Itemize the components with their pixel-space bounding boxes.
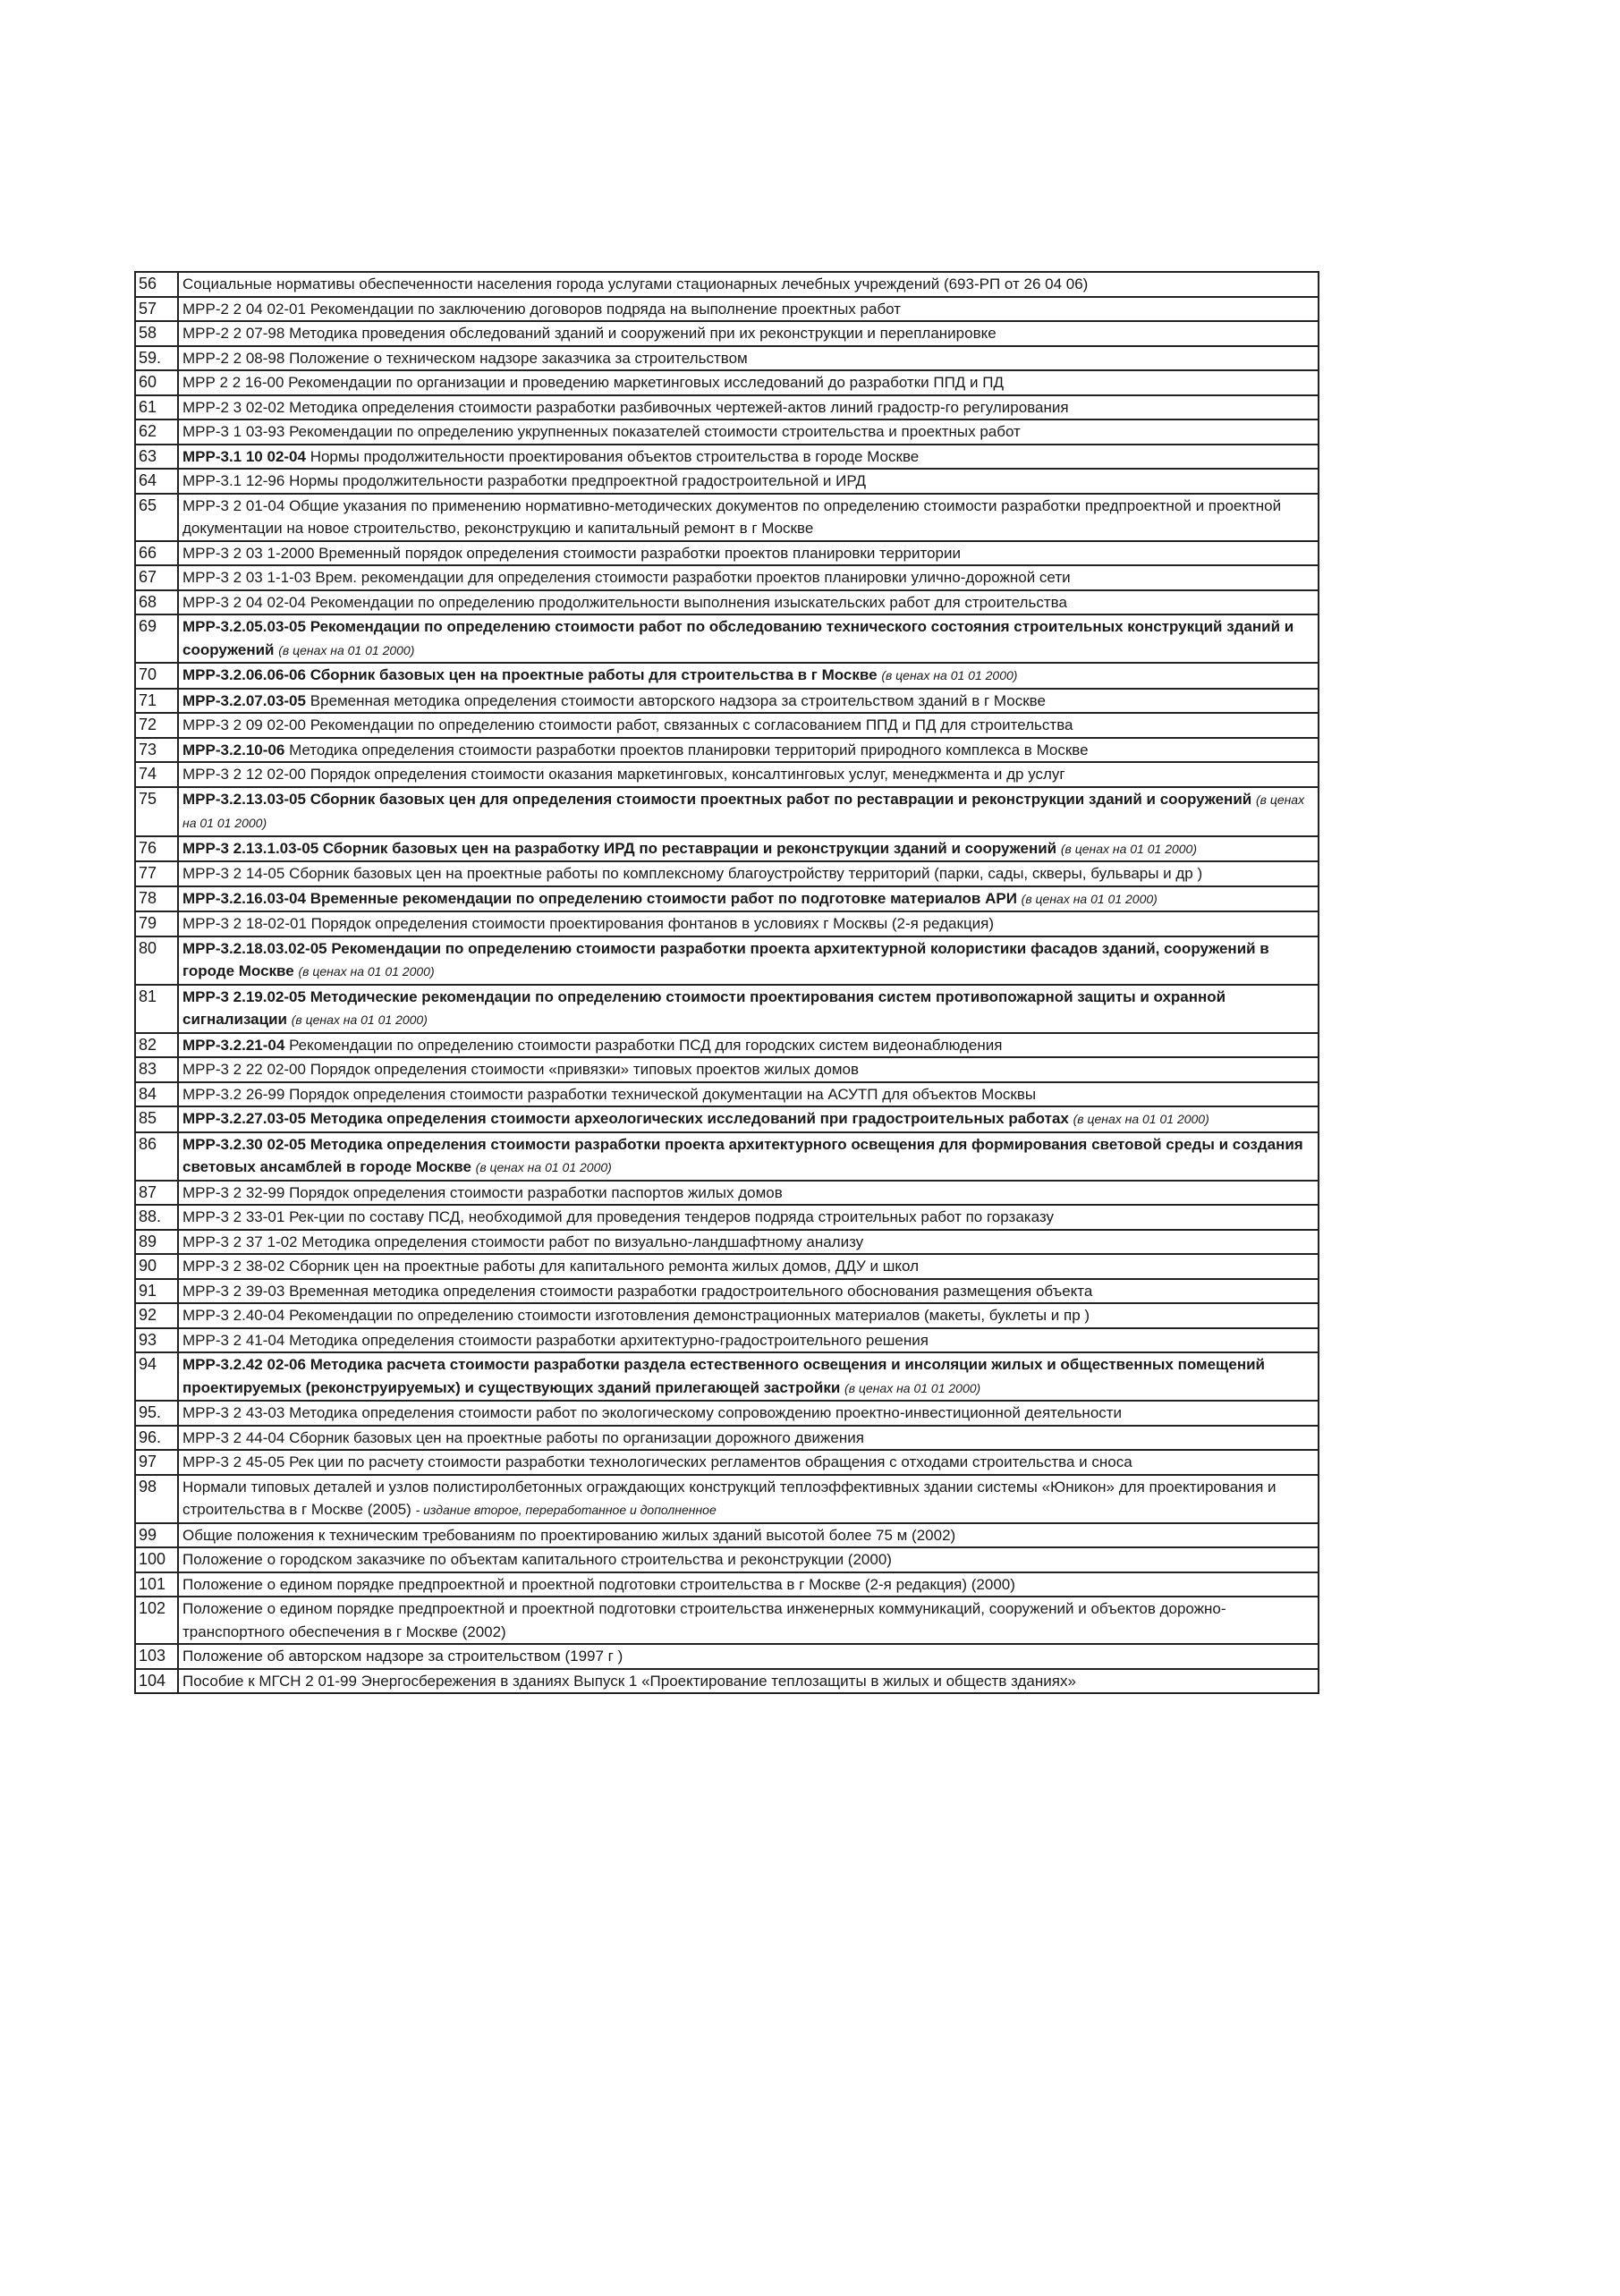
row-description xyxy=(178,419,1319,445)
price-basis-note: (в ценах на 01 01 2000) xyxy=(1021,891,1158,906)
table-row xyxy=(135,1328,1319,1353)
document-title: Методика проведения обследований зданий и сооружений при их реконструкции и перепланировке xyxy=(284,325,997,342)
row-description xyxy=(178,494,1319,541)
table-row xyxy=(135,762,1319,787)
table-row xyxy=(135,1669,1319,1694)
document-code: МРР-3.2.16.03-04 xyxy=(182,889,306,907)
row-number: 96. xyxy=(135,1426,178,1451)
document-code: МРР-3.2.27.03-05 xyxy=(182,1110,306,1127)
document-code: МРР-3 2 44-04 xyxy=(182,1428,285,1446)
document-title: Порядок определения стоимости разработки паспортов жилых домов xyxy=(284,1183,783,1201)
document-title: Рекомендации по организации и проведению маркетинговых исследований до разработки ППД и ПД xyxy=(284,374,1004,391)
row-description xyxy=(178,1106,1319,1132)
row-description xyxy=(178,1669,1319,1694)
row-description xyxy=(178,836,1319,862)
row-number: 64 xyxy=(135,469,178,494)
row-description xyxy=(178,689,1319,714)
row-description xyxy=(178,1132,1319,1181)
table-row xyxy=(135,1132,1319,1181)
table-row xyxy=(135,836,1319,862)
row-number: 79 xyxy=(135,911,178,936)
row-description xyxy=(178,1644,1319,1669)
row-description xyxy=(178,1426,1319,1451)
document-title: Нормы продолжительности проектирования объектов строительства в городе Москве xyxy=(305,447,920,465)
row-description xyxy=(178,1475,1319,1523)
table-row xyxy=(135,321,1319,346)
document-code: МРР-3 1 03-93 xyxy=(182,423,285,440)
document-title: Методика определения стоимости работ по экологическому сопровождению проектно-инвестиционной деятельности xyxy=(284,1404,1123,1421)
row-description xyxy=(178,1254,1319,1279)
row-description xyxy=(178,762,1319,787)
document-title: Положение о техническом надзоре заказчика за строительством xyxy=(284,349,748,367)
table-row xyxy=(135,1181,1319,1206)
row-description xyxy=(178,1450,1319,1475)
document-title: Методика определения стоимости разработки разбивочных чертежей-актов линий градостр-го регулирования xyxy=(284,398,1069,416)
document-title: Рекомендации по определению стоимости разработки ПСД для городских систем видеонаблюдения xyxy=(284,1036,1003,1054)
document-title: Временная методика определения стоимости разработки градостроительного обоснования размещения объекта xyxy=(284,1282,1093,1300)
row-number: 99 xyxy=(135,1523,178,1548)
row-number: 82 xyxy=(135,1033,178,1058)
row-description xyxy=(178,1205,1319,1230)
document-code: МРР-2 2 07-98 xyxy=(182,325,285,342)
document-title: Положение о едином порядке предпроектной и проектной подготовки строительства инженерных коммуникаций, сооружений и объектов дорожно-транспортного обеспечения в г Москве (2002) xyxy=(182,1600,1226,1640)
table-row xyxy=(135,297,1319,322)
table-row xyxy=(135,272,1319,297)
row-number: 61 xyxy=(135,395,178,420)
document-title: Рек-ции по составу ПСД, необходимой для проведения тендеров подряда строительных работ по горзаказу xyxy=(284,1208,1054,1225)
document-title: Методика расчета стоимости разработки раздела естественного освещения и инсоляции жилых и общественных помещений проектируемых (реконструируемых) и существующих зданий прилегающей застройки xyxy=(182,1356,1266,1396)
row-number: 76 xyxy=(135,836,178,862)
row-number: 73 xyxy=(135,738,178,763)
row-description xyxy=(178,787,1319,836)
row-description xyxy=(178,1352,1319,1401)
document-title: Рек ции по расчету стоимости разработки технологических регламентов обращения с отходами строительства и сноса xyxy=(284,1453,1132,1470)
row-number: 56 xyxy=(135,272,178,297)
row-number: 84 xyxy=(135,1082,178,1107)
row-number: 101 xyxy=(135,1572,178,1597)
document-code: МРР-2 2 04 02-01 xyxy=(182,300,306,318)
row-number: 100 xyxy=(135,1547,178,1572)
table-row xyxy=(135,614,1319,663)
document-code: МРР-3.1 12-96 xyxy=(182,472,285,489)
document-code: МРР-3 2 38-02 xyxy=(182,1258,285,1275)
row-description xyxy=(178,395,1319,420)
document-code: МРР 2 2 16-00 xyxy=(182,374,284,391)
row-number: 85 xyxy=(135,1106,178,1132)
row-number: 58 xyxy=(135,321,178,346)
document-code: МРР-3 2 33-01 xyxy=(182,1208,285,1225)
document-code: МРР-3 2 22 02-00 xyxy=(182,1061,306,1078)
document-title: Методические рекомендации по определению стоимости проектирования систем противопожарной защиты и охранной сигнализации xyxy=(182,987,1226,1028)
row-number: 81 xyxy=(135,985,178,1033)
document-title: Общие положения к техническим требованиям по проектированию жилых зданий высотой более 75 м (2002) xyxy=(182,1526,956,1544)
document-code: МРР-3.2.30 02-05 xyxy=(182,1135,306,1153)
table-row xyxy=(135,1572,1319,1597)
document-title: Рекомендации по заключению договоров подряда на выполнение проектных работ xyxy=(305,300,902,318)
document-code: МРР-3 2 37 1-02 xyxy=(182,1233,298,1250)
document-title: Сборник базовых цен на проектные работы для строительства в г Москве xyxy=(305,666,878,683)
row-number: 95. xyxy=(135,1401,178,1426)
row-description xyxy=(178,565,1319,590)
price-basis-note: (в ценах на 01 01 2000) xyxy=(182,792,1305,830)
table-row xyxy=(135,787,1319,836)
row-description xyxy=(178,1572,1319,1597)
row-description xyxy=(178,1230,1319,1255)
table-row xyxy=(135,1597,1319,1644)
document-code: МРР-3 2 18-02-01 xyxy=(182,915,307,932)
row-number: 62 xyxy=(135,419,178,445)
row-number: 83 xyxy=(135,1057,178,1082)
row-number: 57 xyxy=(135,297,178,322)
row-number: 59. xyxy=(135,346,178,371)
table-row xyxy=(135,1279,1319,1304)
table-row xyxy=(135,1205,1319,1230)
document-code: МРР-2 3 02-02 xyxy=(182,398,285,416)
standards-table-body xyxy=(135,272,1319,1693)
document-title: Положение об авторском надзоре за строительством (1997 г ) xyxy=(182,1648,623,1665)
row-description xyxy=(178,541,1319,566)
table-row xyxy=(135,713,1319,738)
document-title: Рекомендации по определению продолжительности выполнения изыскательских работ для строительства xyxy=(305,593,1067,611)
document-title: Общие указания по применению нормативно-методических документов по определению стоимости разработки предпроектной и проектной документации на новое строительство, реконструкцию и капитальный ремонт в г Москве xyxy=(182,496,1282,537)
document-code: МРР-3 2.19.02-05 xyxy=(182,987,306,1005)
document-title: Рекомендации по определению стоимости работ, связанных с согласованием ППД и ПД для строительства xyxy=(305,716,1073,733)
table-row xyxy=(135,541,1319,566)
table-row xyxy=(135,370,1319,395)
row-description xyxy=(178,590,1319,615)
row-description xyxy=(178,713,1319,738)
document-title: Рекомендации по определению стоимости разработки проекта архитектурной колористики фасадов зданий, сооружений в городе Москве xyxy=(182,939,1269,979)
row-number: 60 xyxy=(135,370,178,395)
row-number: 80 xyxy=(135,936,178,985)
table-row xyxy=(135,469,1319,494)
table-row xyxy=(135,1303,1319,1328)
row-number: 68 xyxy=(135,590,178,615)
table-row xyxy=(135,1230,1319,1255)
row-number: 103 xyxy=(135,1644,178,1669)
document-title: Рекомендации по определению укрупненных показателей стоимости строительства и проектных работ xyxy=(284,423,1021,440)
row-number: 89 xyxy=(135,1230,178,1255)
document-title: Пособие к МГСН 2 01-99 Энергосбережения в зданиях Выпуск 1 «Проектирование теплозащиты в жилых и обществ зданиях» xyxy=(182,1672,1076,1690)
table-row xyxy=(135,346,1319,371)
row-description xyxy=(178,886,1319,912)
table-row xyxy=(135,1450,1319,1475)
table-row xyxy=(135,911,1319,936)
row-description xyxy=(178,1547,1319,1572)
document-code: МРР-3 2 03 1-2000 xyxy=(182,544,315,562)
table-row xyxy=(135,1033,1319,1058)
table-row xyxy=(135,861,1319,886)
row-description xyxy=(178,1303,1319,1328)
document-code: МРР-3.2.06.06-06 xyxy=(182,666,306,683)
table-row xyxy=(135,1523,1319,1548)
document-title: Рекомендации по определению стоимости изготовления демонстрационных материалов (макеты, буклеты и пр ) xyxy=(284,1307,1090,1324)
document-title: Рекомендации по определению стоимости работ по обследованию технического состояния строительных конструкций зданий и сооружений xyxy=(182,618,1294,658)
document-title: Методика определения стоимости разработки проекта архитектурного освещения для формирования световой среды и создания световых ансамблей в городе Москве xyxy=(182,1135,1303,1175)
row-description xyxy=(178,1279,1319,1304)
table-row xyxy=(135,395,1319,420)
document-code: МРР-3 2 03 1-1-03 xyxy=(182,569,311,586)
document-code: МРР-3 2.13.1.03-05 xyxy=(182,839,319,857)
document-title: Методика определения стоимости работ по визуально-ландшафтному анализу xyxy=(297,1233,864,1250)
document-title: Нормы продолжительности разработки предпроектной градостроительной и ИРД xyxy=(284,472,867,489)
row-description xyxy=(178,370,1319,395)
document-title: Сборник базовых цен для определения стоимости проектных работ по реставрации и реконструкции зданий и сооружений xyxy=(305,790,1252,808)
document-page xyxy=(134,271,1319,1694)
document-title: Сборник базовых цен на проектные работы по организации дорожного движения xyxy=(284,1428,864,1446)
row-description xyxy=(178,1401,1319,1426)
row-description xyxy=(178,911,1319,936)
row-number: 94 xyxy=(135,1352,178,1401)
row-number: 67 xyxy=(135,565,178,590)
row-number: 69 xyxy=(135,614,178,663)
row-description xyxy=(178,297,1319,322)
row-number: 66 xyxy=(135,541,178,566)
row-number: 88. xyxy=(135,1205,178,1230)
row-number: 75 xyxy=(135,787,178,836)
table-row xyxy=(135,738,1319,763)
row-number: 92 xyxy=(135,1303,178,1328)
row-number: 97 xyxy=(135,1450,178,1475)
price-basis-note: (в ценах на 01 01 2000) xyxy=(1060,841,1197,856)
price-basis-note: (в ценах на 01 01 2000) xyxy=(844,1380,981,1395)
table-row xyxy=(135,1426,1319,1451)
row-number: 65 xyxy=(135,494,178,541)
document-title: Порядок определения стоимости «привязки» типовых проектов жилых домов xyxy=(305,1061,860,1078)
document-code: МРР-3.2.07.03-05 xyxy=(182,691,306,709)
document-title: Временная методика определения стоимости авторского надзора за строительством зданий в г Москве xyxy=(305,691,1046,709)
row-number: 91 xyxy=(135,1279,178,1304)
row-description xyxy=(178,1181,1319,1206)
table-row xyxy=(135,1547,1319,1572)
table-row xyxy=(135,936,1319,985)
row-description xyxy=(178,738,1319,763)
table-row xyxy=(135,590,1319,615)
table-row xyxy=(135,1082,1319,1107)
document-title: Порядок определения стоимости проектирования фонтанов в условиях г Москвы (2-я редакция) xyxy=(306,915,995,932)
document-title: Социальные нормативы обеспеченности населения города услугами стационарных лечебных учреждений (693-РП от 26 04 06) xyxy=(182,275,1089,292)
document-title: Сборник цен на проектные работы для капитального ремонта жилых домов, ДДУ и школ xyxy=(284,1258,920,1275)
document-title: Сборник базовых цен на разработку ИРД по реставрации и реконструкции зданий и сооружений xyxy=(318,839,1057,857)
table-row xyxy=(135,1057,1319,1082)
document-code: МРР-3.2 26-99 xyxy=(182,1085,285,1103)
table-row xyxy=(135,445,1319,470)
price-basis-note: (в ценах на 01 01 2000) xyxy=(278,642,415,657)
document-code: МРР-3.2.21-04 xyxy=(182,1036,285,1054)
document-code: МРР-3.2.18.03.02-05 xyxy=(182,939,327,957)
document-code: МРР-3.1 10 02-04 xyxy=(182,447,306,465)
table-row xyxy=(135,419,1319,445)
table-row xyxy=(135,1475,1319,1523)
price-basis-note: - издание второе, переработанное и дополненное xyxy=(415,1503,717,1517)
price-basis-note: (в ценах на 01 01 2000) xyxy=(475,1160,612,1174)
row-description xyxy=(178,861,1319,886)
row-number: 102 xyxy=(135,1597,178,1644)
row-number: 63 xyxy=(135,445,178,470)
document-code: МРР-3 2 09 02-00 xyxy=(182,716,306,733)
document-title: Временный порядок определения стоимости разработки проектов планировки территории xyxy=(314,544,961,562)
row-number: 98 xyxy=(135,1475,178,1523)
row-description xyxy=(178,321,1319,346)
row-number: 70 xyxy=(135,663,178,689)
document-code: МРР-3 2 43-03 xyxy=(182,1404,285,1421)
row-description xyxy=(178,272,1319,297)
document-title: Положение о городском заказчике по объектам капитального строительства и реконструкции (2000) xyxy=(182,1551,892,1568)
document-code: МРР-3.2.42 02-06 xyxy=(182,1356,306,1373)
document-code: МРР-3 2 04 02-04 xyxy=(182,593,306,611)
document-code: МРР-3 2 12 02-00 xyxy=(182,766,306,783)
row-description xyxy=(178,1057,1319,1082)
document-code: МРР-3.2.10-06 xyxy=(182,741,285,758)
row-number: 104 xyxy=(135,1669,178,1694)
document-code: МРР-3.2.05.03-05 xyxy=(182,618,306,635)
row-description xyxy=(178,1597,1319,1644)
document-code: МРР-3 2 01-04 xyxy=(182,496,285,514)
row-number: 72 xyxy=(135,713,178,738)
row-description xyxy=(178,1328,1319,1353)
document-code: МРР-2 2 08-98 xyxy=(182,349,285,367)
document-title: Нормали типовых деталей и узлов полистиролбетонных ограждающих конструкций теплоэффективных здании системы «Юникон» для проектирования и строительства в г Москве (2005) xyxy=(182,1478,1276,1518)
document-code: МРР-3 2 32-99 xyxy=(182,1183,285,1201)
document-title: Временные рекомендации по определению стоимости работ по подготовке материалов АРИ xyxy=(305,889,1017,907)
row-description xyxy=(178,1082,1319,1107)
row-number: 71 xyxy=(135,689,178,714)
table-row xyxy=(135,663,1319,689)
table-row xyxy=(135,1254,1319,1279)
document-code: МРР-3 2 45-05 xyxy=(182,1453,285,1470)
row-description xyxy=(178,936,1319,985)
price-basis-note: (в ценах на 01 01 2000) xyxy=(291,1012,428,1027)
table-row xyxy=(135,1352,1319,1401)
document-code: МРР-3 2 39-03 xyxy=(182,1282,285,1300)
document-title: Порядок определения стоимости оказания маркетинговых, консалтинговых услуг, менеджмента и др услуг xyxy=(305,766,1065,783)
document-title: Методика определения стоимости разработки архитектурно-градостроительного решения xyxy=(284,1331,929,1349)
table-row xyxy=(135,1401,1319,1426)
row-number: 93 xyxy=(135,1328,178,1353)
row-description xyxy=(178,663,1319,689)
price-basis-note: (в ценах на 01 01 2000) xyxy=(1073,1112,1209,1126)
table-row xyxy=(135,565,1319,590)
row-description xyxy=(178,614,1319,663)
document-code: МРР-3 2.40-04 xyxy=(182,1307,285,1324)
table-row xyxy=(135,689,1319,714)
row-description xyxy=(178,985,1319,1033)
document-title: Методика определения стоимости разработки проектов планировки территорий природного комплекса в Москве xyxy=(284,741,1089,758)
row-description xyxy=(178,445,1319,470)
row-number: 74 xyxy=(135,762,178,787)
document-title: Сборник базовых цен на проектные работы по комплексному благоустройству территорий (парки, сады, скверы, бульвары и др ) xyxy=(284,865,1203,882)
document-title: Порядок определения стоимости разработки технической документации на АСУТП для объектов Москвы xyxy=(284,1085,1037,1103)
price-basis-note: (в ценах на 01 01 2000) xyxy=(881,668,1018,682)
row-number: 90 xyxy=(135,1254,178,1279)
table-row xyxy=(135,494,1319,541)
row-number: 87 xyxy=(135,1181,178,1206)
row-description xyxy=(178,1523,1319,1548)
standards-table xyxy=(134,271,1319,1694)
row-description xyxy=(178,469,1319,494)
table-row xyxy=(135,1106,1319,1132)
table-row xyxy=(135,985,1319,1033)
table-row xyxy=(135,1644,1319,1669)
document-title: Врем. рекомендации для определения стоимости разработки проектов планировки улично-дорожной сети xyxy=(310,569,1071,586)
row-number: 86 xyxy=(135,1132,178,1181)
price-basis-note: (в ценах на 01 01 2000) xyxy=(298,964,435,979)
document-code: МРР-3.2.13.03-05 xyxy=(182,790,306,808)
row-number: 77 xyxy=(135,861,178,886)
table-row xyxy=(135,886,1319,912)
document-code: МРР-3 2 41-04 xyxy=(182,1331,285,1349)
row-description xyxy=(178,346,1319,371)
document-code: МРР-3 2 14-05 xyxy=(182,865,285,882)
document-title: Методика определения стоимости археологических исследований при градостроительных работах xyxy=(305,1110,1069,1127)
row-description xyxy=(178,1033,1319,1058)
document-title: Положение о едином порядке предпроектной и проектной подготовки строительства в г Москве (2-я редакция) (2000) xyxy=(182,1575,1015,1593)
row-number: 78 xyxy=(135,886,178,912)
